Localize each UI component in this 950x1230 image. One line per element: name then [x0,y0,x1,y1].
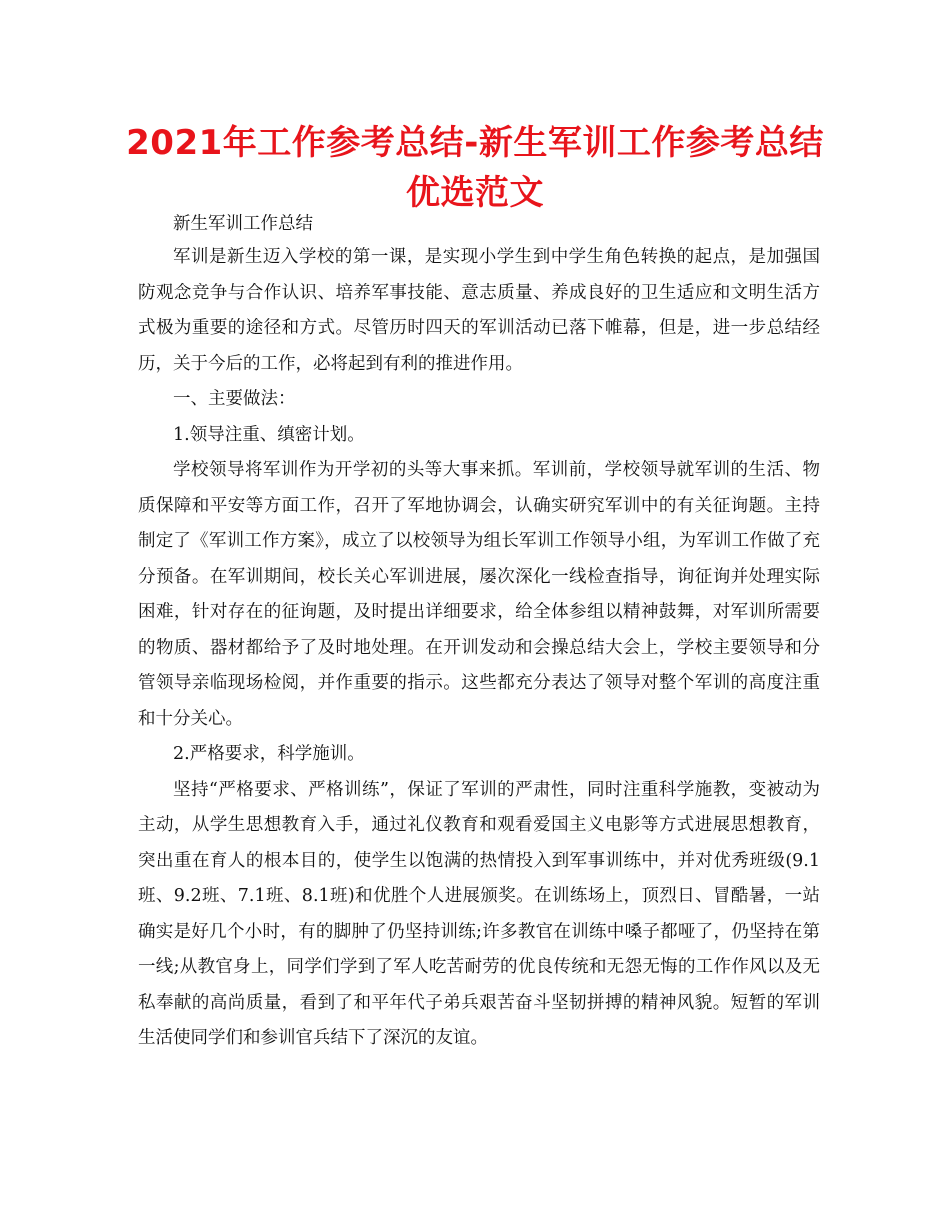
paragraph-item-1-heading: 1.领导注重、缜密计划。 [173,424,365,445]
paragraph-item-2-body: 坚持“严格要求、严格训练”，保证了军训的严肃性，同时注重科学施教，变被动为主动，从学生思想教育入手，通过礼仪教育和观看爱国主义电影等方式进展思想教育，突出重在育人的根本目的，使学生以饱满的热情投入到军事训练中，并对优秀班级(9.1班、9.2班、7.1班、8.1班)和优胜个人进展颁奖。在训练场上，顶烈日、冒酷暑，一站确实是好几个小时，有的脚肿了仍坚持训练;许多教官在训练中嗓子都哑了，仍坚持在第一线;从教官身上，同学们学到了军人吃苦耐劳的优良传统和无怨无悔的工作作风以及无私奉献的高尚质量，看到了和平年代子弟兵艰苦奋斗坚韧拼搏的精神风貌。短暂的军训生活使同学们和参训官兵结下了深沉的友谊。 [138,779,820,1048]
paragraph-intro: 军训是新生迈入学校的第一课，是实现小学生到中学生角色转换的起点，是加强国防观念竞争与合作认识、培养军事技能、意志质量、养成良好的卫生适应和文明生活方式极为重要的途径和方式。尽管历时四天的军训活动已落下帷幕，但是，进一步总结经历，关于今后的工作，必将起到有利的推进作用。 [138,247,820,374]
document-body [138,208,820,1057]
document-title: 2021年工作参考总结-新生军训工作参考总结优选范文 [126,123,824,213]
paragraph-item-2-heading: 2.严格要求，科学施训。 [173,744,365,764]
paragraph-item-1-body: 学校领导将军训作为开学初的头等大事来抓。军训前，学校领导就军训的生活、物质保障和平安等方面工作，召开了军地协调会，认确实研究军训中的有关征询题。主持制定了《军训工作方案》，成立了以校领导为组长军训工作领导小组，为军训工作做了充分预备。在军训期间，校长关心军训进展，屡次深化一线检查指导，询征询并处理实际困难，针对存在的征询题，及时提出详细要求，给全体参组以精神鼓舞，对军训所需要的物质、器材都给予了及时地处理。在开训发动和会操总结大会上，学校主要领导和分管领导亲临现场检阅，并作重要的指示。这些都充分表达了领导对整个军训的高度注重和十分关心。 [138,460,820,729]
paragraph-subtitle: 新生军训工作总结 [173,214,313,234]
paragraph-section-heading: 一、主要做法： [173,389,296,409]
